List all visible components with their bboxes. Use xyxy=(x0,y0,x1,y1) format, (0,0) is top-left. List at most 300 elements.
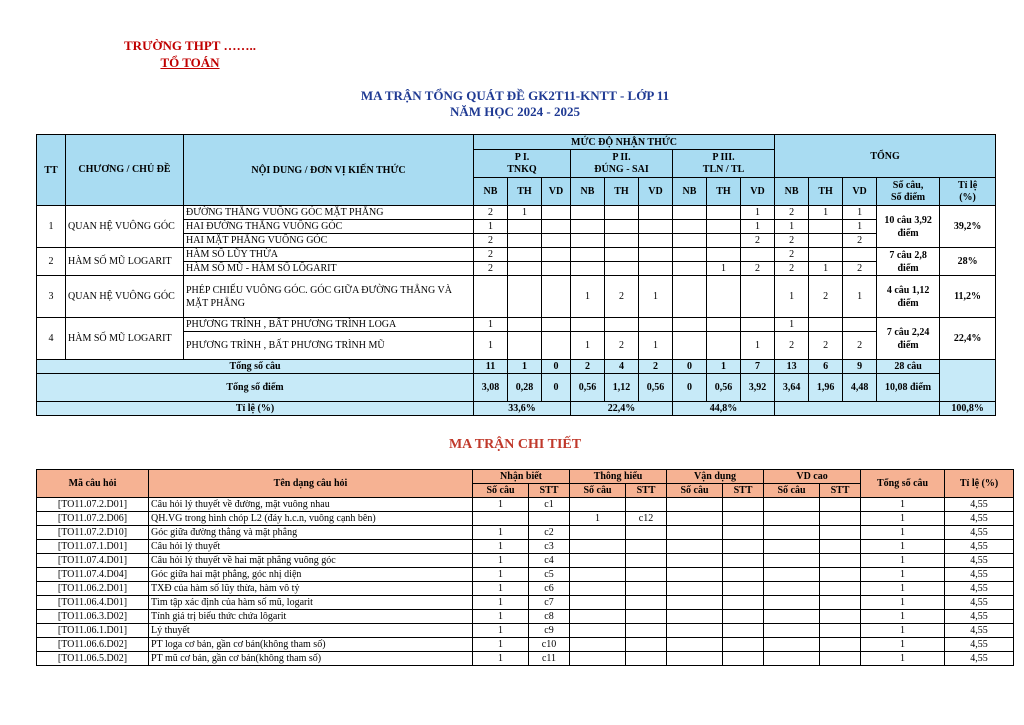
header-stt: STT xyxy=(626,484,667,498)
header-level-nb: NB xyxy=(474,178,508,206)
th-count xyxy=(570,610,626,624)
header-stt: STT xyxy=(820,484,861,498)
total-questions-value: 2 xyxy=(639,360,673,374)
level-count xyxy=(639,318,673,332)
total-questions-value: 9 xyxy=(843,360,877,374)
level-count xyxy=(542,276,571,318)
question-code: [TO11.06.6.D02] xyxy=(37,638,149,652)
total-questions-value: 1 xyxy=(707,360,741,374)
total-questions: 1 xyxy=(861,652,945,666)
question-name: Tìm tập xác định của hàm số mũ, logarit xyxy=(149,596,473,610)
th-count xyxy=(570,498,626,512)
level-count: 1 xyxy=(775,276,809,318)
total-questions-value: 2 xyxy=(571,360,605,374)
header-content: NỘI DUNG / ĐƠN VỊ KIẾN THỨC xyxy=(184,135,474,206)
total-questions: 1 xyxy=(861,554,945,568)
level-count: 1 xyxy=(639,332,673,360)
total-points-value: 0,56 xyxy=(707,374,741,402)
content-unit: HÀM SỐ MŨ - HÀM SỐ LÔGARIT xyxy=(184,262,474,276)
vdc-stt xyxy=(820,568,861,582)
vdc-count xyxy=(764,624,820,638)
nb-count: 1 xyxy=(473,652,529,666)
nb-count: 1 xyxy=(473,582,529,596)
total-points-value: 0 xyxy=(673,374,707,402)
level-count xyxy=(542,248,571,262)
nb-count: 1 xyxy=(473,568,529,582)
total-questions: 1 xyxy=(861,610,945,624)
th-stt xyxy=(626,652,667,666)
question-code: [TO11.07.2.D06] xyxy=(37,512,149,526)
header-level-th: TH xyxy=(707,178,741,206)
level-count xyxy=(605,262,639,276)
question-name: Góc giữa hai mặt phẳng, góc nhị diện xyxy=(149,568,473,582)
content-unit: ĐƯỜNG THẲNG VUÔNG GÓC MẶT PHẲNG xyxy=(184,206,474,220)
overall-matrix-table xyxy=(36,134,996,416)
vdc-count xyxy=(764,638,820,652)
document-title xyxy=(0,88,1024,120)
total-questions-value: 7 xyxy=(741,360,775,374)
ratio: 4,55 xyxy=(945,582,1014,596)
title-line-1: MA TRẬN TỔNG QUÁT ĐỀ GK2T11-KNTT - LỚP 11 xyxy=(360,88,670,103)
level-count xyxy=(639,220,673,234)
level-count xyxy=(508,262,542,276)
level-count: 2 xyxy=(809,332,843,360)
level-count xyxy=(605,220,639,234)
level-count xyxy=(673,332,707,360)
total-questions: 1 xyxy=(861,638,945,652)
header-vd: Vận dụng xyxy=(667,470,764,484)
question-name: Góc giữa đường thẳng và mặt phẳng xyxy=(149,526,473,540)
header-level-vd: VD xyxy=(639,178,673,206)
header-level-nb: NB xyxy=(673,178,707,206)
ratio: 4,55 xyxy=(945,638,1014,652)
ratio: 4,55 xyxy=(945,498,1014,512)
question-code: [TO11.07.2.D10] xyxy=(37,526,149,540)
header-level-th: TH xyxy=(508,178,542,206)
question-name: Câu hỏi lý thuyết về hai mặt phẳng vuông góc xyxy=(149,554,473,568)
level-count xyxy=(542,220,571,234)
th-count xyxy=(570,638,626,652)
level-count: 2 xyxy=(474,206,508,220)
group-summary: 7 câu 2,8 điểm xyxy=(877,248,940,276)
nb-count: 1 xyxy=(473,540,529,554)
header-stt: STT xyxy=(529,484,570,498)
vd-stt xyxy=(723,610,764,624)
vdc-count xyxy=(764,512,820,526)
total-points-value: 3,92 xyxy=(741,374,775,402)
level-count: 2 xyxy=(474,262,508,276)
matrix-row xyxy=(37,276,996,318)
vd-count xyxy=(667,596,723,610)
detail-row xyxy=(37,554,1014,568)
level-count: 2 xyxy=(605,332,639,360)
total-questions: 1 xyxy=(861,624,945,638)
total-points-sum: 10,08 điểm xyxy=(877,374,940,402)
th-count: 1 xyxy=(570,512,626,526)
vdc-count xyxy=(764,554,820,568)
th-count xyxy=(570,652,626,666)
total-questions-value: 6 xyxy=(809,360,843,374)
content-unit: HAI ĐƯỜNG THẲNG VUÔNG GÓC xyxy=(184,220,474,234)
vd-count xyxy=(667,554,723,568)
level-count: 1 xyxy=(571,332,605,360)
vdc-stt xyxy=(820,554,861,568)
nb-count: 1 xyxy=(473,638,529,652)
vdc-count xyxy=(764,498,820,512)
level-count: 1 xyxy=(843,206,877,220)
school-name: TRƯỜNG THPT …….. xyxy=(124,38,256,53)
level-count: 2 xyxy=(474,234,508,248)
level-count xyxy=(508,276,542,318)
level-count xyxy=(571,318,605,332)
ratio: 4,55 xyxy=(945,554,1014,568)
group-chapter: QUAN HỆ VUÔNG GÓC xyxy=(66,206,184,248)
total-points-value: 1,12 xyxy=(605,374,639,402)
detail-row xyxy=(37,540,1014,554)
level-count: 2 xyxy=(843,332,877,360)
level-count xyxy=(741,318,775,332)
question-name: TXĐ của hàm số lũy thừa, hàm vô tỷ xyxy=(149,582,473,596)
th-stt xyxy=(626,610,667,624)
level-count: 2 xyxy=(741,234,775,248)
level-count xyxy=(707,206,741,220)
level-count xyxy=(542,234,571,248)
total-questions: 1 xyxy=(861,568,945,582)
vdc-count xyxy=(764,540,820,554)
question-name: Câu hỏi lý thuyết về đường, mặt vuông nhau xyxy=(149,498,473,512)
detail-row xyxy=(37,638,1014,652)
level-count: 2 xyxy=(843,262,877,276)
total-points-value: 0,56 xyxy=(639,374,673,402)
content-unit: HÀM SỐ LŨY THỪA xyxy=(184,248,474,262)
vd-stt xyxy=(723,498,764,512)
ratio: 4,55 xyxy=(945,652,1014,666)
level-count: 1 xyxy=(809,206,843,220)
header-code: Mã câu hỏi xyxy=(37,470,149,498)
header-level-th: TH xyxy=(809,178,843,206)
th-stt xyxy=(626,526,667,540)
header-socau: Số câu xyxy=(473,484,529,498)
header-part-3: P III. TLN / TL xyxy=(673,150,775,178)
level-count xyxy=(809,318,843,332)
detail-row xyxy=(37,512,1014,526)
detail-row xyxy=(37,498,1014,512)
level-count xyxy=(508,318,542,332)
question-code: [TO11.06.3.D02] xyxy=(37,610,149,624)
th-stt xyxy=(626,596,667,610)
level-count xyxy=(542,332,571,360)
header-level-nb: NB xyxy=(775,178,809,206)
nb-stt: c10 xyxy=(529,638,570,652)
level-count xyxy=(508,234,542,248)
question-name: QH.VG trong hình chóp L2 (đáy h.c.n, vuông cạnh bên) xyxy=(149,512,473,526)
group-ratio: 39,2% xyxy=(940,206,996,248)
header-chapter: CHƯƠNG / CHỦ ĐỀ xyxy=(66,135,184,206)
header-part-2: P II. ĐÚNG - SAI xyxy=(571,150,673,178)
level-count xyxy=(673,206,707,220)
group-ratio: 11,2% xyxy=(940,276,996,318)
nb-count: 1 xyxy=(473,526,529,540)
level-count: 2 xyxy=(741,262,775,276)
question-name: Câu hỏi lý thuyết xyxy=(149,540,473,554)
ratio: 4,55 xyxy=(945,610,1014,624)
vdc-stt xyxy=(820,596,861,610)
level-count xyxy=(571,206,605,220)
ratio-part-3: 44,8% xyxy=(673,402,775,416)
header-vdc: VD cao xyxy=(764,470,861,484)
question-code: [TO11.07.1.D01] xyxy=(37,540,149,554)
nb-stt: c2 xyxy=(529,526,570,540)
question-name: PT mũ cơ bản, gần cơ bản(không tham số) xyxy=(149,652,473,666)
header-level: MỨC ĐỘ NHẬN THỨC xyxy=(474,135,775,150)
header-ratio: Tỉ lệ (%) xyxy=(945,470,1014,498)
group-ratio: 28% xyxy=(940,248,996,276)
level-count xyxy=(741,276,775,318)
level-count: 1 xyxy=(571,276,605,318)
level-count xyxy=(707,220,741,234)
ratio-part-1: 33,6% xyxy=(474,402,571,416)
level-count: 2 xyxy=(843,234,877,248)
level-count xyxy=(605,234,639,248)
vdc-stt xyxy=(820,652,861,666)
level-count xyxy=(571,248,605,262)
level-count: 1 xyxy=(843,220,877,234)
th-count xyxy=(570,540,626,554)
total-questions: 1 xyxy=(861,596,945,610)
vd-stt xyxy=(723,554,764,568)
title-line-2: NĂM HỌC 2024 - 2025 xyxy=(450,104,580,119)
detail-row xyxy=(37,652,1014,666)
vdc-count xyxy=(764,582,820,596)
question-name: Lý thuyết xyxy=(149,624,473,638)
detail-row xyxy=(37,568,1014,582)
header-stt: STT xyxy=(723,484,764,498)
detail-row xyxy=(37,624,1014,638)
ratio: 4,55 xyxy=(945,568,1014,582)
th-count xyxy=(570,568,626,582)
group-chapter: HÀM SỐ MŨ LOGARIT xyxy=(66,318,184,360)
nb-stt: c9 xyxy=(529,624,570,638)
level-count: 2 xyxy=(775,248,809,262)
header-nb: Nhận biết xyxy=(473,470,570,484)
matrix-row xyxy=(37,206,996,220)
group-ratio: 22,4% xyxy=(940,318,996,360)
content-unit: HAI MẶT PHẲNG VUÔNG GÓC xyxy=(184,234,474,248)
level-count xyxy=(542,262,571,276)
level-count xyxy=(809,234,843,248)
level-count xyxy=(843,248,877,262)
vdc-count xyxy=(764,596,820,610)
total-questions-value: 4 xyxy=(605,360,639,374)
level-count xyxy=(605,248,639,262)
vdc-count xyxy=(764,568,820,582)
nb-count: 1 xyxy=(473,624,529,638)
group-summary: 10 câu 3,92 điểm xyxy=(877,206,940,248)
level-count xyxy=(639,234,673,248)
ratio: 4,55 xyxy=(945,512,1014,526)
total-questions: 1 xyxy=(861,526,945,540)
question-code: [TO11.06.4.D01] xyxy=(37,596,149,610)
level-count xyxy=(542,206,571,220)
vd-stt xyxy=(723,582,764,596)
vdc-stt xyxy=(820,512,861,526)
vd-count xyxy=(667,540,723,554)
content-unit: PHƯƠNG TRÌNH , BẤT PHƯƠNG TRÌNH LOGA xyxy=(184,318,474,332)
level-count xyxy=(673,276,707,318)
vd-count xyxy=(667,526,723,540)
total-questions-value: 0 xyxy=(542,360,571,374)
total-questions-label: Tổng số câu xyxy=(37,360,474,374)
level-count xyxy=(707,332,741,360)
level-count xyxy=(542,318,571,332)
header-level-nb: NB xyxy=(571,178,605,206)
vd-count xyxy=(667,498,723,512)
header-name: Tên dạng câu hỏi xyxy=(149,470,473,498)
total-points-value: 4,48 xyxy=(843,374,877,402)
total-questions-value: 13 xyxy=(775,360,809,374)
th-stt xyxy=(626,554,667,568)
level-count xyxy=(741,248,775,262)
matrix-row xyxy=(37,248,996,262)
level-count: 2 xyxy=(605,276,639,318)
level-count xyxy=(639,248,673,262)
th-count xyxy=(570,624,626,638)
vd-stt xyxy=(723,540,764,554)
level-count xyxy=(673,234,707,248)
header-level-vd: VD xyxy=(741,178,775,206)
empty-cell xyxy=(940,360,996,402)
empty-cell xyxy=(775,402,940,416)
ratio: 4,55 xyxy=(945,540,1014,554)
level-count xyxy=(673,262,707,276)
group-number: 3 xyxy=(37,276,66,318)
total-points-value: 3,64 xyxy=(775,374,809,402)
level-count xyxy=(673,248,707,262)
vd-stt xyxy=(723,568,764,582)
vd-count xyxy=(667,582,723,596)
vdc-count xyxy=(764,610,820,624)
vdc-count xyxy=(764,652,820,666)
header-total: TỔNG xyxy=(775,135,996,178)
level-count xyxy=(571,262,605,276)
th-count xyxy=(570,582,626,596)
level-count: 2 xyxy=(474,248,508,262)
nb-count xyxy=(473,512,529,526)
detail-row xyxy=(37,582,1014,596)
th-stt xyxy=(626,582,667,596)
level-count xyxy=(707,248,741,262)
total-questions: 1 xyxy=(861,498,945,512)
ratio-part-2: 22,4% xyxy=(571,402,673,416)
vd-count xyxy=(667,568,723,582)
total-points-value: 0,56 xyxy=(571,374,605,402)
header-socau: Số câu xyxy=(667,484,723,498)
level-count: 1 xyxy=(741,332,775,360)
level-count xyxy=(707,276,741,318)
ratio-total: 100,8% xyxy=(940,402,996,416)
detail-row xyxy=(37,596,1014,610)
header-tt: TT xyxy=(37,135,66,206)
department-name: TỔ TOÁN xyxy=(160,55,220,70)
level-count: 1 xyxy=(741,206,775,220)
level-count xyxy=(571,220,605,234)
total-questions: 1 xyxy=(861,582,945,596)
group-chapter: HÀM SỐ MŨ LOGARIT xyxy=(66,248,184,276)
total-questions-sum: 28 câu xyxy=(877,360,940,374)
level-count: 2 xyxy=(775,332,809,360)
level-count: 1 xyxy=(707,262,741,276)
nb-stt: c8 xyxy=(529,610,570,624)
header-level-vd: VD xyxy=(542,178,571,206)
level-count xyxy=(707,318,741,332)
total-questions-value: 0 xyxy=(673,360,707,374)
ratio: 4,55 xyxy=(945,596,1014,610)
vd-stt xyxy=(723,624,764,638)
nb-count: 1 xyxy=(473,596,529,610)
vd-stt xyxy=(723,512,764,526)
level-count xyxy=(639,262,673,276)
th-count xyxy=(570,554,626,568)
vdc-stt xyxy=(820,498,861,512)
total-questions-value: 1 xyxy=(508,360,542,374)
total-questions-value: 11 xyxy=(474,360,508,374)
question-code: [TO11.07.4.D01] xyxy=(37,554,149,568)
level-count xyxy=(474,276,508,318)
question-code: [TO11.07.2.D01] xyxy=(37,498,149,512)
detail-row xyxy=(37,610,1014,624)
ratio-row-label: Tỉ lệ (%) xyxy=(37,402,474,416)
header-level-vd: VD xyxy=(843,178,877,206)
level-count: 1 xyxy=(741,220,775,234)
header-socau: Số câu xyxy=(764,484,820,498)
total-questions: 1 xyxy=(861,540,945,554)
level-count: 2 xyxy=(775,206,809,220)
content-unit: PHƯƠNG TRÌNH , BẤT PHƯƠNG TRÌNH MŨ xyxy=(184,332,474,360)
header-total-questions: Tổng số câu xyxy=(861,470,945,498)
question-name: PT loga cơ bản, gần cơ bản(không tham số) xyxy=(149,638,473,652)
level-count: 1 xyxy=(843,276,877,318)
th-stt xyxy=(626,540,667,554)
level-count: 1 xyxy=(639,276,673,318)
vdc-stt xyxy=(820,582,861,596)
group-summary: 4 câu 1,12 điểm xyxy=(877,276,940,318)
th-stt xyxy=(626,498,667,512)
vd-stt xyxy=(723,596,764,610)
th-stt: c12 xyxy=(626,512,667,526)
nb-stt: c1 xyxy=(529,498,570,512)
header-level-th: TH xyxy=(605,178,639,206)
th-stt xyxy=(626,624,667,638)
level-count xyxy=(508,220,542,234)
level-count xyxy=(639,206,673,220)
question-code: [TO11.06.1.D01] xyxy=(37,624,149,638)
vdc-stt xyxy=(820,610,861,624)
group-summary: 7 câu 2,24 điểm xyxy=(877,318,940,360)
vd-stt xyxy=(723,638,764,652)
level-count xyxy=(508,248,542,262)
level-count xyxy=(605,318,639,332)
total-points-value: 0 xyxy=(542,374,571,402)
total-points-value: 3,08 xyxy=(474,374,508,402)
vd-stt xyxy=(723,526,764,540)
th-count xyxy=(570,526,626,540)
level-count: 1 xyxy=(474,220,508,234)
level-count xyxy=(605,206,639,220)
question-code: [TO11.06.5.D02] xyxy=(37,652,149,666)
level-count xyxy=(673,318,707,332)
total-questions: 1 xyxy=(861,512,945,526)
nb-count: 1 xyxy=(473,554,529,568)
